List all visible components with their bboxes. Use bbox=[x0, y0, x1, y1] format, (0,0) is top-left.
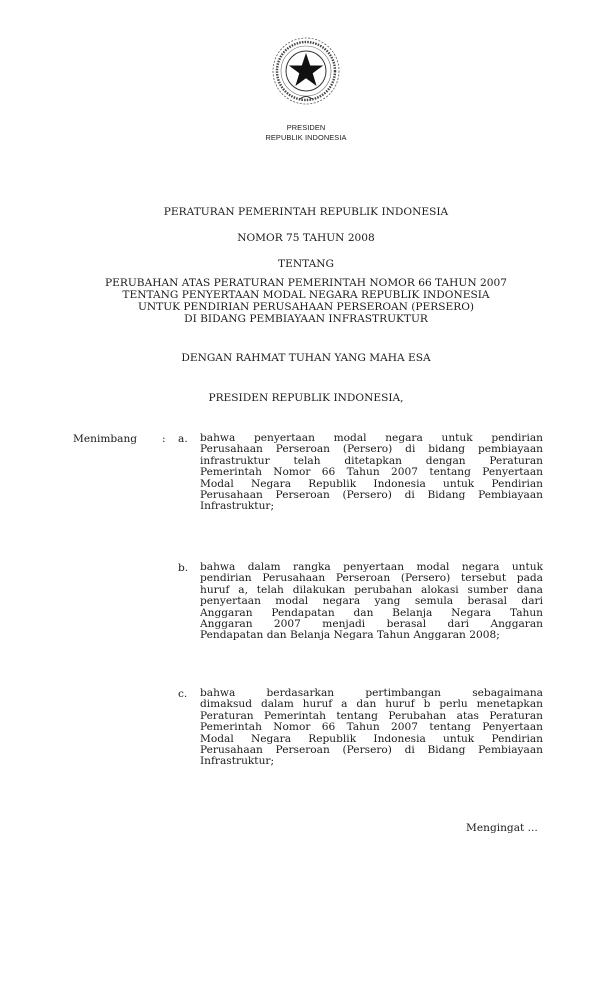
item-a-line: bahwa penyertaan modal negara untuk pendirian bbox=[200, 432, 543, 444]
item-b-letter: b. bbox=[178, 562, 189, 574]
item-c-line: Pemerintah Nomor 66 Tahun 2007 tentang Penyertaan bbox=[200, 721, 543, 734]
item-b-line: penyertaan modal negara yang semula berasal dari bbox=[200, 595, 543, 608]
item-c-letter: c. bbox=[178, 688, 188, 700]
item-c-line: dimaksud dalam huruf a dan huruf b perlu menetapkan bbox=[200, 698, 543, 711]
item-a-line: infrastruktur telah ditetapkan dengan Peraturan bbox=[200, 454, 543, 467]
item-a-line: Perusahaan Perseroan (Persero) di Bidang Pembiayaan bbox=[200, 489, 543, 502]
next-page-continuation: Mengingat ... bbox=[466, 822, 538, 834]
caption-president: PRESIDEN bbox=[286, 123, 326, 132]
regulation-heading: PERATURAN PEMERINTAH REPUBLIK INDONESIA bbox=[163, 206, 449, 218]
item-c-text bbox=[200, 688, 543, 768]
presidential-emblem-icon bbox=[270, 35, 342, 107]
item-b-text bbox=[200, 562, 543, 642]
item-a-line: Infrastruktur; bbox=[200, 500, 275, 513]
item-c-line: Peraturan Pemerintah tentang Perubahan atas Peraturan bbox=[200, 709, 543, 722]
subject-line-2: TENTANG PENYERTAAN MODAL NEGARA REPUBLIK INDONESIA bbox=[122, 289, 490, 301]
caption-republic: REPUBLIK INDONESIA bbox=[265, 133, 347, 142]
regulation-number: NOMOR 75 TAHUN 2008 bbox=[237, 232, 375, 244]
item-a-text bbox=[200, 433, 543, 513]
item-b-line: Anggaran Pendapatan dan Belanja Negara Tahun bbox=[200, 606, 543, 619]
invocation: DENGAN RAHMAT TUHAN YANG MAHA ESA bbox=[181, 352, 431, 364]
subject-line-1: PERUBAHAN ATAS PERATURAN PEMERINTAH NOMOR 66 TAHUN 2007 bbox=[105, 277, 507, 289]
item-c-line: Perusahaan Perseroan (Persero) di Bidang Pembiayaan bbox=[200, 744, 543, 757]
item-c-line: Infrastruktur; bbox=[200, 755, 275, 768]
item-a-letter: a. bbox=[178, 433, 188, 445]
emblem-caption bbox=[0, 123, 612, 143]
item-a-line: Perusahaan Perseroan (Persero) di bidang pembiayaan bbox=[200, 443, 543, 456]
subject-line-3: UNTUK PENDIRIAN PERUSAHAAN PERSEROAN (PERSERO) bbox=[137, 301, 475, 313]
issuer: PRESIDEN REPUBLIK INDONESIA, bbox=[208, 392, 404, 404]
item-a-line: Modal Negara Republik Indonesia untuk Pendirian bbox=[200, 477, 543, 490]
item-b-line: bahwa dalam rangka penyertaan modal negara untuk bbox=[200, 561, 543, 573]
item-a-line: Pemerintah Nomor 66 Tahun 2007 tentang Penyertaan bbox=[200, 466, 543, 479]
item-c-line: Modal Negara Republik Indonesia untuk Pendirian bbox=[200, 732, 543, 745]
menimbang-label: Menimbang bbox=[73, 433, 138, 445]
item-b-line: pendirian Perusahaan Perseroan (Persero) tersebut pada bbox=[200, 572, 543, 585]
subject-line-4: DI BIDANG PEMBIAYAAN INFRASTRUKTUR bbox=[184, 313, 428, 325]
item-b-line: Pendapatan dan Belanja Negara Tahun Anggaran 2008; bbox=[200, 629, 500, 642]
tentang-label: TENTANG bbox=[278, 258, 334, 270]
item-b-line: Anggaran 2007 menjadi berasal dari Anggaran bbox=[200, 618, 543, 631]
item-b-line: huruf a, telah dilakukan perubahan alokasi sumber dana bbox=[200, 583, 543, 596]
menimbang-colon: : bbox=[162, 433, 166, 445]
item-c-line: bahwa berdasarkan pertimbangan sebagaimana bbox=[200, 687, 543, 699]
